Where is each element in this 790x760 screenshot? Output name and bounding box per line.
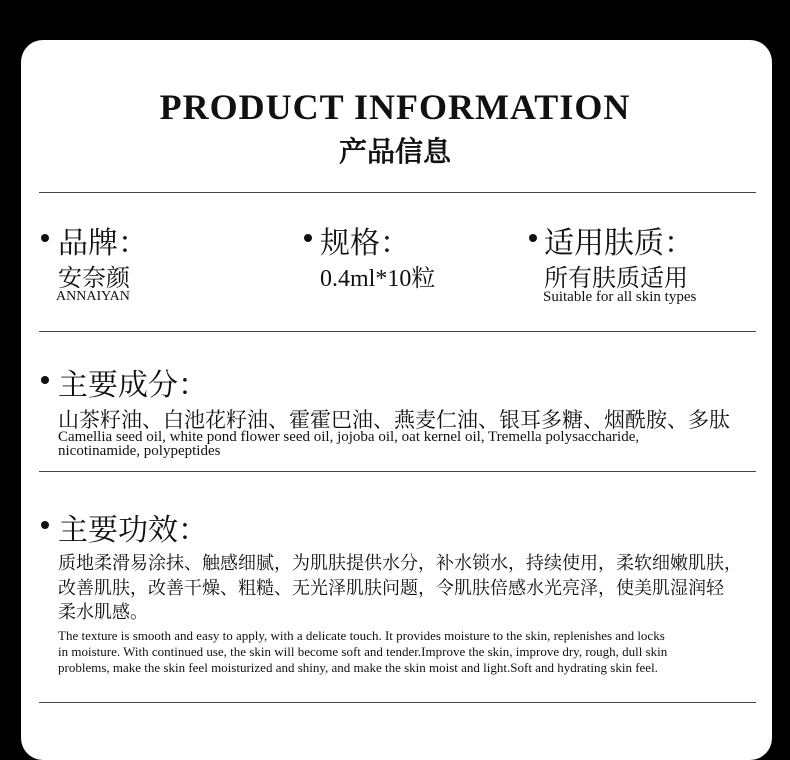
spec-label: 规格： [320, 226, 410, 261]
skin-type-value-en: Suitable for all skin types [543, 289, 697, 305]
efficacy-en-line1: The texture is smooth and easy to apply, with a delicate touch. It provides moisture to the skin, replenishes and locks [58, 628, 665, 643]
bullet-icon [304, 234, 312, 242]
spec-value: 0.4ml*10粒 [320, 266, 436, 292]
divider [39, 192, 756, 193]
efficacy-cn-line3: 柔水肌感。 [58, 602, 148, 623]
page-subtitle: 产品信息 [338, 135, 451, 168]
skin-type-label: 适用肤质： [544, 226, 694, 261]
efficacy-en-line3: problems, make the skin feel moisturized and shiny, and make the skin moist and light.Soft and hydrating skin feel. [58, 660, 658, 675]
brand-value-en: ANNAIYAN [56, 289, 130, 304]
ingredients-value-en-line2: nicotinamide, polypeptides [58, 443, 221, 459]
divider [39, 471, 756, 472]
bullet-icon [41, 521, 49, 529]
ingredients-value-en-line1: Camellia seed oil, white pond flower seed oil, jojoba oil, oat kernel oil, Tremella polysaccharide, [58, 429, 640, 445]
page-title: PRODUCT INFORMATION [159, 87, 631, 127]
ingredients-label: 主要成分： [58, 368, 208, 403]
bullet-icon [529, 234, 537, 242]
ingredients-value: 山茶籽油、白池花籽油、霍霍巴油、燕麦仁油、银耳多糖、烟酰胺、多肽 [58, 408, 730, 432]
divider [39, 331, 756, 332]
brand-label: 品牌： [58, 226, 148, 261]
skin-type-value: 所有肤质适用 [544, 264, 688, 292]
brand-value: 安奈颜 [58, 264, 130, 292]
efficacy-cn-line2: 改善肌肤，改善干燥、粗糙、无光泽肌肤问题，令肌肤倍感水光亮泽，使美肌湿润轻 [58, 578, 724, 599]
bullet-icon [41, 376, 49, 384]
efficacy-cn-line1: 质地柔滑易涂抹、触感细腻，为肌肤提供水分，补水锁水，持续使用，柔软细嫩肌肤， [58, 553, 742, 574]
divider [39, 702, 756, 703]
efficacy-en-line2: in moisture. With continued use, the skin will become soft and tender.Improve the skin, improve dry, rough, dull skin [58, 644, 668, 659]
efficacy-label: 主要功效： [58, 513, 208, 548]
bullet-icon [41, 234, 49, 242]
